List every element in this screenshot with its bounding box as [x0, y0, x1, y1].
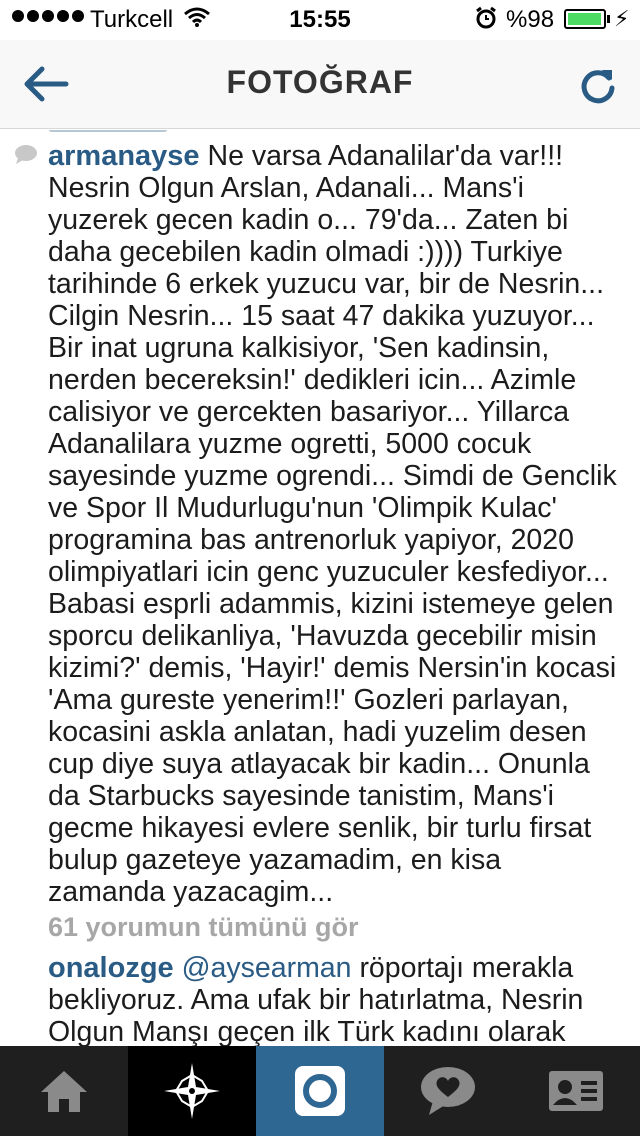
compass-star-icon [162, 1061, 222, 1121]
comment-item [48, 140, 620, 908]
view-all-comments-link[interactable]: 61 yorumun tümünü gör [48, 912, 359, 942]
alarm-clock-icon [475, 6, 497, 37]
battery-icon [564, 9, 606, 29]
tab-profile[interactable] [512, 1046, 640, 1136]
carrier-name: Turkcell [90, 6, 174, 33]
tab-explore[interactable] [128, 1046, 256, 1136]
status-bar [0, 0, 640, 40]
heart-bubble-icon [419, 1065, 477, 1117]
comment-mention[interactable]: @aysearman [181, 952, 352, 984]
refresh-icon[interactable] [578, 66, 618, 106]
tab-activity[interactable] [384, 1046, 512, 1136]
comment-username[interactable]: armanayse [48, 140, 200, 172]
camera-icon [292, 1063, 348, 1119]
battery-percentage: %98 [506, 6, 555, 33]
page-title: FOTOĞRAF [226, 64, 414, 100]
tab-camera[interactable] [256, 1046, 384, 1136]
comment-text: Ne varsa Adanalilar'da var!!! Nesrin Olgun Arslan, Adanali... Mans'i yuzerek gecen kadin o... 79'da... Zaten bi daha gecebilen kadin olmadi :)))) Turkiye tarihinde 6 erkek yuzucu var, bir de Nesrin... Cilgin Nesrin... 15 saat 47 dakika yuzuyor... Bir inat ugruna kalkisiyor, 'Sen kadinsin, nerden becereksin!' dedikleri icin... Azimle calisiyor ve gercekten basariyor... Yillarca Adanalilara yuzme ogretti, 5000 cocuk sayesinde yuzme ogrendi... Simdi de Genclik ve Spor Il Mudurlugu'nun 'Olimpik Kulac' programina bas antrenorluk yapiyor, 2020 olimpiyatlari icin genc yuzuculer kesfediyor... Babasi esprli adammis, kizini istemeye gelen sporcu delikanliya, 'Havuzda gecebilir misin kizimi?' demis, 'Hayir!' demis Nersin'in kocasi 'Ama gureste yenerim!!' Gozleri parlayan, kocasini askla anlatan, hadi yuzelim desen cup diye suya atlayacak bir kadin... Onunla da Starbucks sayesinde tanistim, Mans'i gecme hikayesi evlere senlik, bir turlu firsat bulup gazeteye yazamadim, en kisa zamanda yazacagim... [48, 140, 617, 908]
comments-list[interactable] [0, 130, 640, 1046]
comment-text: röportajı merakla bekliyoruz. Ama ufak bir hatırlatma, Nesrin Olgun Manşı geçen ilk Türk kadını olarak [48, 952, 584, 1046]
comment-item [48, 952, 620, 1046]
tab-bar [0, 1046, 640, 1136]
comment-bubble-icon [14, 144, 38, 164]
profile-card-icon [547, 1069, 605, 1113]
comment-username[interactable]: onalozge [48, 952, 174, 984]
tab-home[interactable] [0, 1046, 128, 1136]
home-icon [38, 1068, 90, 1114]
status-time: 15:55 [289, 6, 351, 33]
charging-bolt-icon: ⚡ [614, 6, 630, 31]
previous-content-edge [48, 130, 168, 132]
navigation-bar [0, 40, 640, 129]
